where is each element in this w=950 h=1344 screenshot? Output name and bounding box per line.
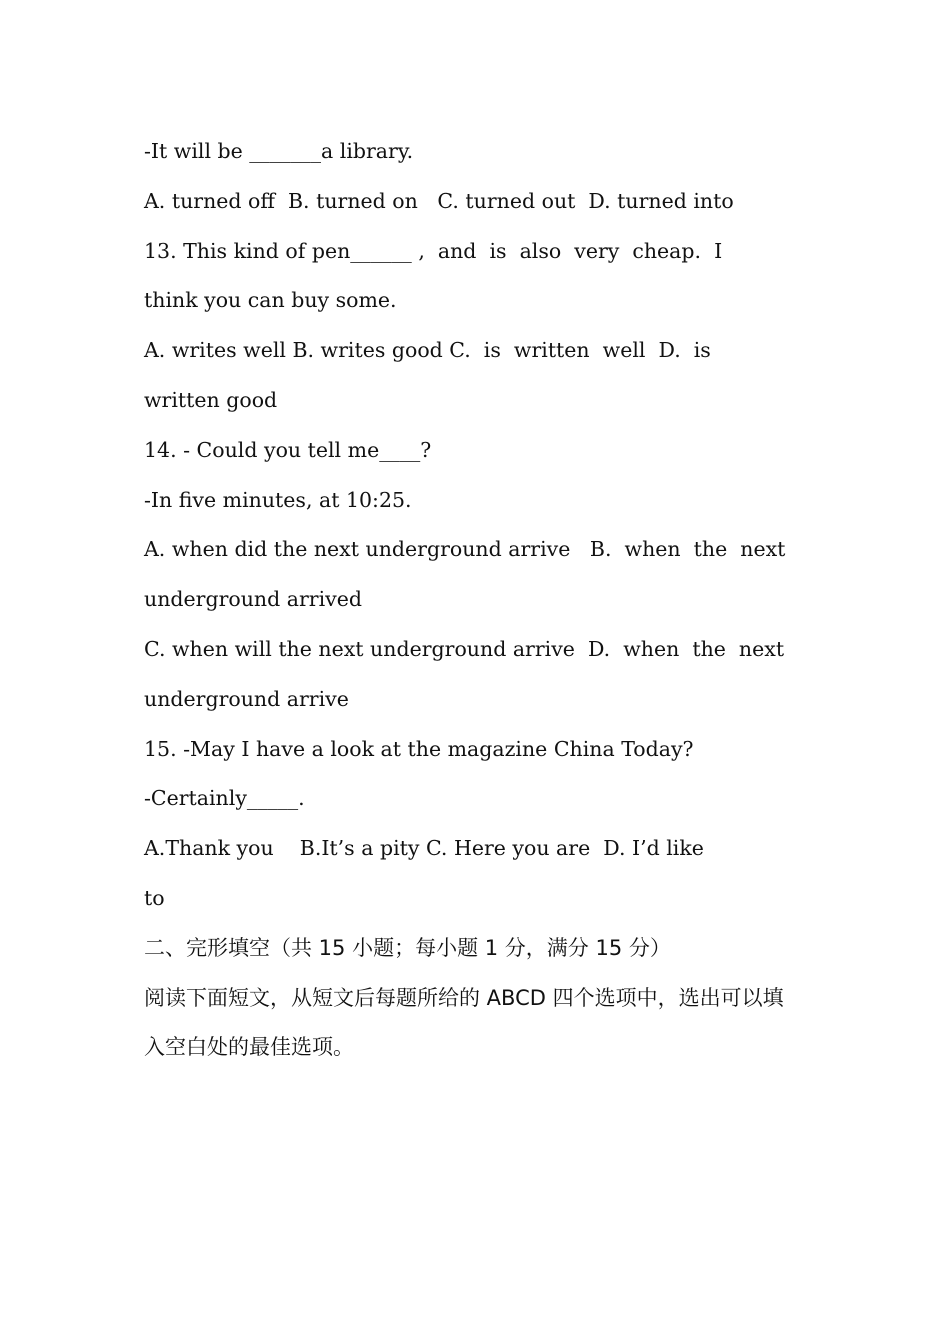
text-line: underground arrived: [144, 587, 362, 612]
text-line: underground arrive: [144, 686, 349, 711]
text-line: -Certainly_____.: [144, 786, 305, 811]
text-line: -In five minutes, at 10:25.: [144, 487, 412, 512]
text-line: A.Thank you B.It’s a pity C. Here you are D. I’d like: [144, 836, 704, 861]
section-heading: 二、完形填空（共 15 小题；每小题 1 分，满分 15 分）: [144, 935, 671, 960]
text-line: written good: [144, 387, 278, 412]
document-page: [144, 127, 806, 1073]
question-14-line: 14. - Could you tell me____?: [144, 437, 432, 462]
question-15-line: 15. -May I have a look at the magazine China Today?: [144, 736, 694, 761]
instruction-line: 入空白处的最佳选项。: [144, 1035, 354, 1060]
text-line: to: [144, 885, 165, 910]
text-line: A. turned off B. turned on C. turned out D. turned into: [144, 188, 734, 213]
text-line: A. writes well B. writes good C. is written well D. is: [144, 338, 711, 363]
text-line: C. when will the next underground arrive D. when the next: [144, 636, 785, 661]
text-line: -It will be _______a library.: [144, 139, 414, 163]
text-line: A. when did the next underground arrive B. when the next: [144, 537, 786, 562]
instruction-line: 阅读下面短文，从短文后每题所给的 ABCD 四个选项中，选出可以填: [144, 985, 784, 1010]
question-13-line: 13. This kind of pen______ , and is also very cheap. I: [144, 238, 723, 263]
text-line: think you can buy some.: [144, 288, 397, 313]
